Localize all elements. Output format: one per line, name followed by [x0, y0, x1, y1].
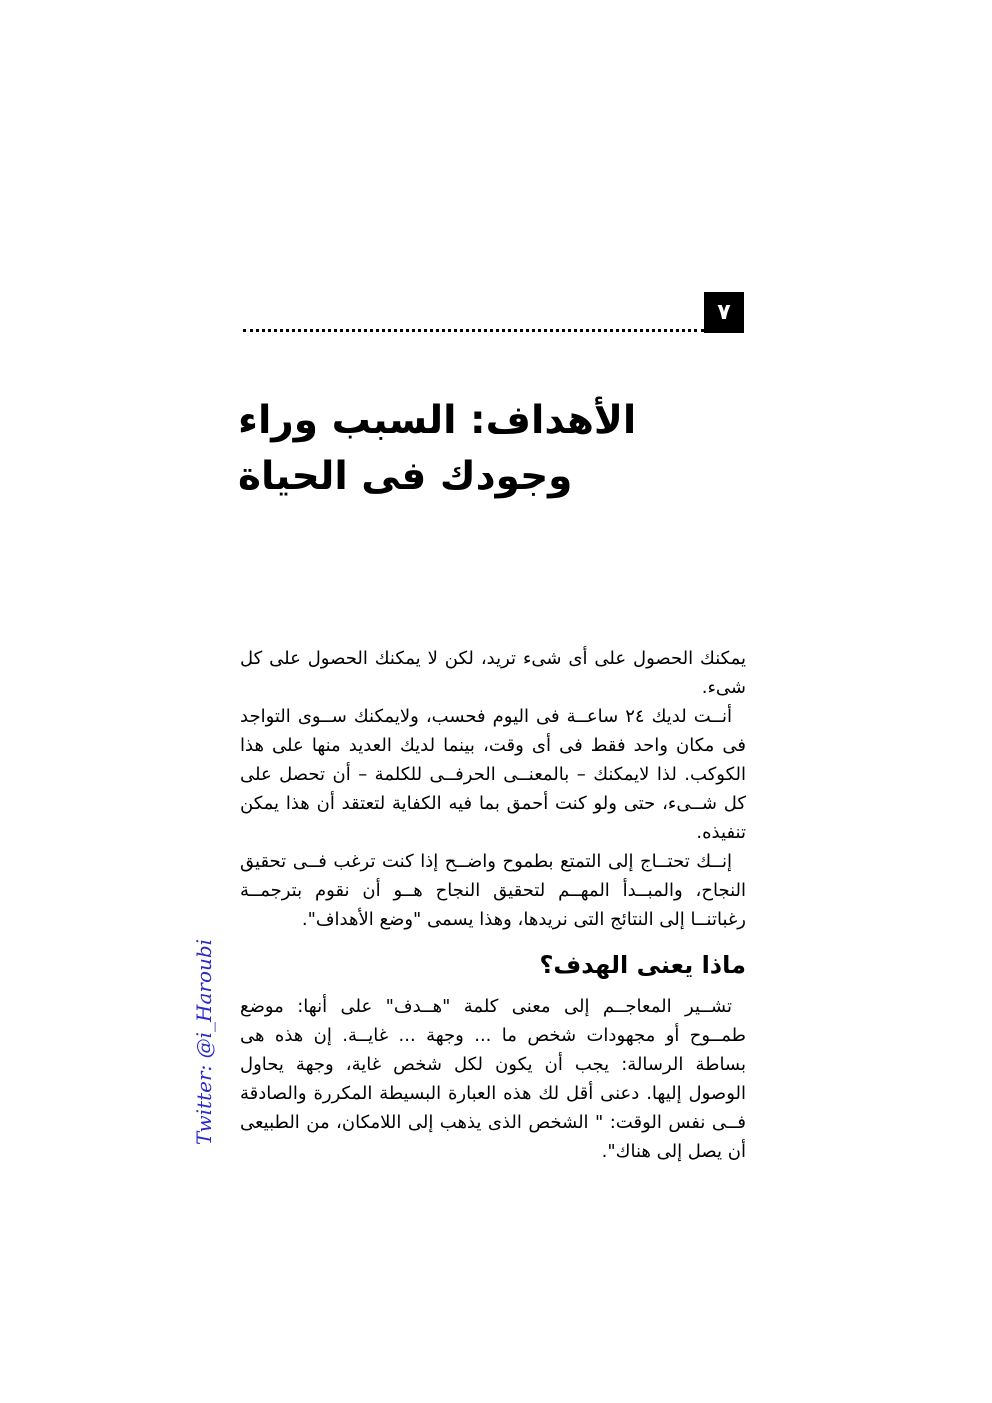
header-dotted-rule — [243, 329, 704, 332]
intro-paragraph-2: أنــت لديك ٢٤ ساعــة فى اليوم فحسب، ولايمكنك ســوى التواجد فى مكان واحد فقط فى أى وقت، بينما لديك العديد منها على هذا الكوكب. لذا لايمكنك – بالمعنــى الحرفــى للكلمة – أن تحصل على كل شــىء، حتى ولو كنت أحمق بما فيه الكفاية لتعتقد أن هذا يمكن تنفيذه. — [240, 706, 746, 843]
twitter-watermark: Twitter: @i_Haroubi — [192, 938, 216, 1146]
intro-paragraph-1: يمكنك الحصول على أى شىء تريد، لكن لا يمكنك الحصول على كل شىء. — [240, 648, 746, 698]
intro-paragraph-3: إنــك تحتــاج إلى التمتع بطموح واضــح إذا كنت ترغب فــى تحقيق النجاح، والمبــدأ المهــم لتحقيق النجاح هــو أن نقوم بترجمــة رغباتنــا إلى النتائج التى نريدها، وهذا يسمى "وضع الأهداف". — [240, 851, 746, 930]
page-number-box — [704, 292, 744, 333]
body-text-column — [240, 644, 746, 1166]
page-number: ٧ — [717, 299, 731, 325]
section-paragraph-1: تشــير المعاجــم إلى معنى كلمة "هــدف" على أنها: موضع طمــوح أو مجهودات شخص ما ... وجهة ... غايــة. إن هذه هى بساطة الرسالة: يجب أن يكون لكل شخص غاية، وجهة يحاول الوصول إليها. دعنى أقل لك هذه العبارة البسيطة المكررة والصادقة فــى نفس الوقت: " الشخص الذى يذهب إلى اللامكان، من الطبيعى أن يصل إلى هناك". — [240, 996, 746, 1162]
section-heading: ماذا يعنى الهدف؟ — [539, 951, 746, 979]
chapter-title-line-2: وجودك فى الحياة — [238, 454, 573, 499]
chapter-title — [238, 393, 636, 505]
chapter-title-line-1: الأهداف: السبب وراء — [238, 398, 637, 443]
